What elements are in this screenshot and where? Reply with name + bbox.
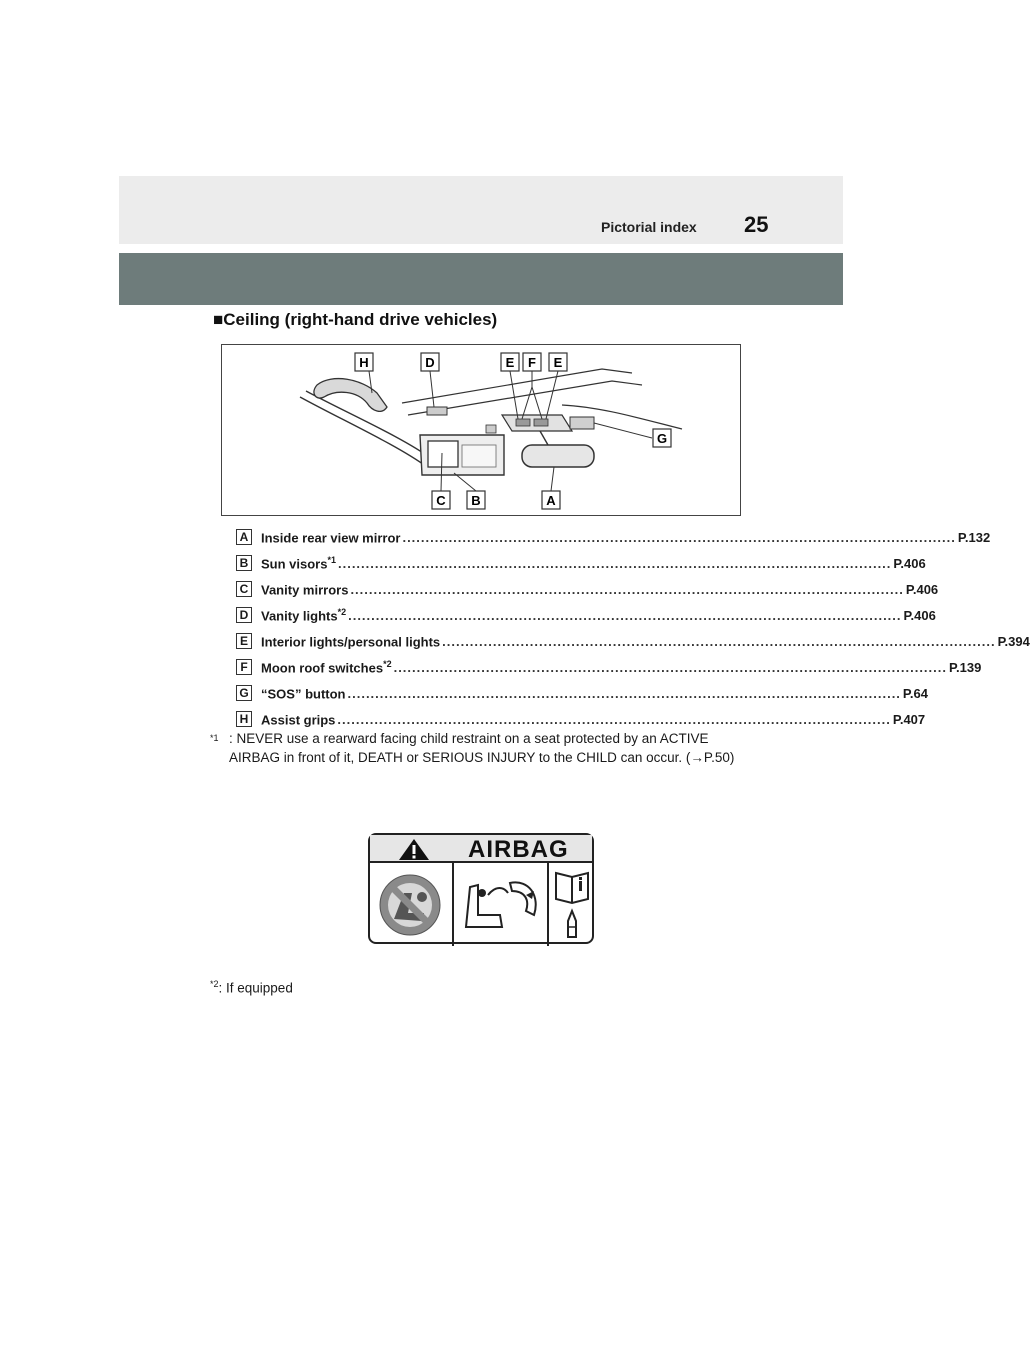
dot-leader: ........................................................................................................................	[393, 659, 947, 675]
warning-triangle-icon	[399, 839, 429, 860]
dot-leader: ........................................................................................................................	[347, 685, 901, 701]
list-item	[236, 654, 982, 680]
airbag-pictograms	[370, 835, 596, 946]
callout-g: G	[656, 431, 668, 446]
item-letter-badge: D	[236, 607, 252, 623]
item-letter-badge: C	[236, 581, 252, 597]
page-reference-link[interactable]: P.394	[997, 633, 1030, 649]
dot-leader: ........................................................................................................................	[337, 555, 892, 571]
callout-c: C	[436, 493, 446, 508]
dot-leader: ........................................................................................................................	[402, 529, 956, 545]
item-letter-badge: B	[236, 555, 252, 571]
ceiling-illustration	[222, 345, 742, 517]
page-reference-link[interactable]: P.139	[949, 659, 982, 675]
item-letter-badge: A	[236, 529, 252, 545]
callout-a: A	[546, 493, 556, 508]
page-reference-link[interactable]: P.406	[893, 555, 926, 571]
footnote-1	[210, 729, 745, 767]
page-reference-link[interactable]: P.407	[892, 711, 926, 727]
dot-leader: ........................................................................................................................	[348, 607, 902, 623]
page-reference-link[interactable]: P.132	[957, 529, 991, 545]
item-label: Assist grips	[261, 712, 336, 728]
footnote-1-text: : NEVER use a rearward facing child restraint on a seat protected by an ACTIVE AIRBAG in front of it, DEATH or SERIOUS INJURY to the CHILD can occur. (→P.50)	[229, 731, 735, 765]
airbag-warning-label	[368, 833, 594, 944]
callout-e1: E	[505, 355, 515, 370]
header-dark-band	[119, 253, 843, 305]
list-item	[236, 680, 928, 706]
item-label: “SOS” button	[261, 686, 346, 702]
callout-d: D	[425, 355, 435, 370]
dot-leader: ........................................................................................................................	[350, 581, 904, 597]
ceiling-diagram	[221, 344, 741, 516]
list-item	[236, 524, 991, 550]
item-label: Moon roof switches$^{*2}$	[261, 658, 392, 676]
page-reference-link[interactable]: P.406	[903, 607, 936, 623]
airbag-word: AIRBAG	[468, 836, 569, 863]
read-manual-icon	[556, 873, 588, 937]
item-label: Vanity lights$^{*2}$	[261, 606, 347, 624]
component-list	[236, 524, 1030, 732]
item-letter-badge: F	[236, 659, 252, 675]
footnote-1-mark: *1	[210, 733, 219, 743]
no-rear-facing-child-seat-icon	[380, 875, 440, 935]
page-reference-link[interactable]: P.64	[902, 685, 928, 701]
header-band	[119, 176, 843, 244]
seat-airbag-icon	[466, 882, 536, 927]
list-item	[236, 602, 936, 628]
item-letter-badge: G	[236, 685, 252, 701]
item-letter-badge: H	[236, 711, 252, 727]
item-label: Sun visors$^{*1}$	[261, 554, 336, 572]
section-title: ■Ceiling (right-hand drive vehicles)	[213, 310, 498, 329]
header-section-title: Pictorial index	[601, 219, 697, 235]
item-label: Interior lights/personal lights	[261, 634, 441, 650]
list-item	[236, 576, 939, 602]
footnote-2-mark: *2	[210, 979, 219, 989]
page-reference-link[interactable]: P.406	[905, 581, 939, 597]
list-item	[236, 628, 1030, 654]
dot-leader: ........................................................................................................................	[337, 711, 891, 727]
item-label: Vanity mirrors	[261, 582, 349, 598]
callout-f: F	[528, 355, 536, 370]
item-label: Inside rear view mirror	[261, 530, 401, 546]
item-letter-badge: E	[236, 633, 252, 649]
footnote-2-text: : If equipped	[218, 980, 293, 996]
list-item	[236, 550, 926, 576]
callout-e2: E	[553, 355, 563, 370]
callout-h: H	[359, 355, 369, 370]
page-number: 25	[744, 212, 769, 237]
callout-b: B	[471, 493, 481, 508]
dot-leader: ........................................................................................................................	[442, 633, 996, 649]
footnote-2	[210, 979, 293, 996]
